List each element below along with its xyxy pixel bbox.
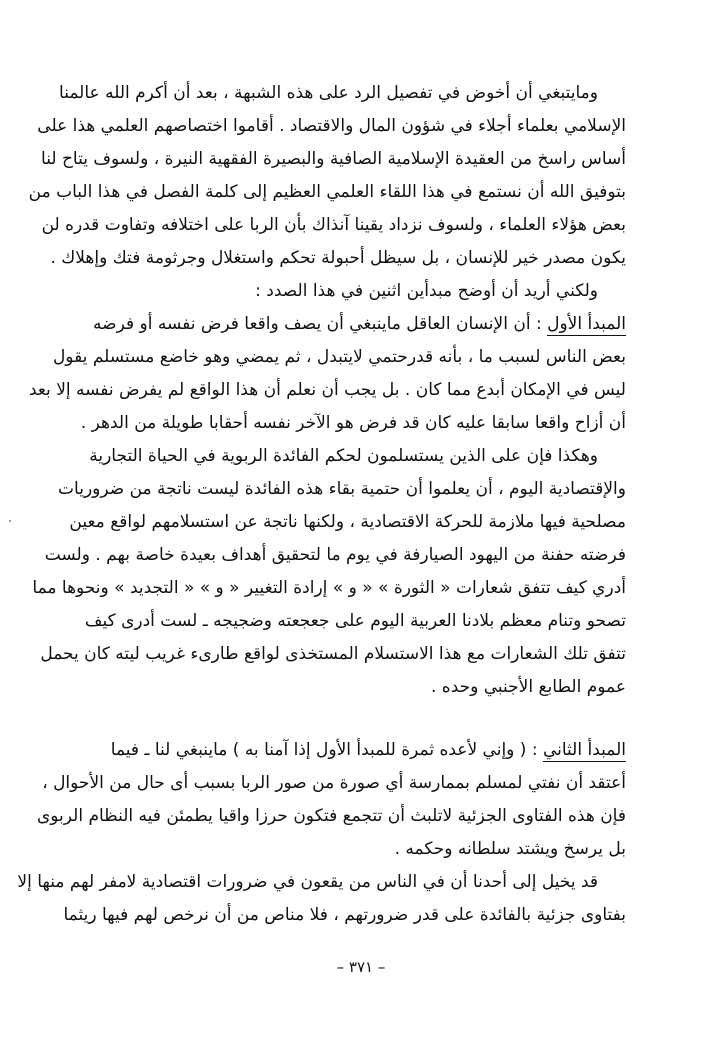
text-line: أدري كيف تتفق شعارات « الثورة » « و » إرادة التغيير « و » « التجديد » ونحوها مما bbox=[32, 578, 626, 598]
text-line: ومايتبغي أن أخوض في تفصيل الرد على هذه الشبهة ، بعد أن أكرم الله عالمنا bbox=[59, 83, 598, 103]
principle-two-first-line bbox=[100, 735, 626, 765]
text-line: أساس راسخ من العقيدة الإسلامية الصافية والبصيرة الفقهية النيرة ، ولسوف يتاح لنا bbox=[41, 149, 626, 169]
scan-speck bbox=[9, 520, 11, 522]
text-line: : ( وإني لأعده ثمرة للمبدأ الأول إذا آمنا به ) ماينبغي لنا ـ فيما bbox=[110, 740, 538, 760]
page-number: – ٣٧١ – bbox=[336, 958, 386, 976]
text-line: فإن هذه الفتاوى الجزئية لاتلبث أن تتجمع فتكون حرزا واقيا يطمئن فيه النظام الربوى bbox=[36, 806, 626, 826]
text-line: تتفق تلك الشعارات مع هذا الاستسلام المستخذى لواقع طارىء غريب ليته كان يحمل bbox=[40, 644, 626, 664]
text-line: أن أزاح واقعا سابقا عليه كان قد فرض هو الآخر نفسه أحقابا طويلة من الدهر . bbox=[80, 413, 626, 433]
text-line: تصحو وتنام معظم بلادنا العربية اليوم على جعجعته وضجيجه ـ لست أدرى كيف bbox=[84, 611, 626, 631]
text-line: بل يرسخ ويشتد سلطانه وحكمه . bbox=[394, 839, 626, 859]
text-line: أعتقد أن نفتي لمسلم بممارسة أي صورة من صور الربا بسبب أى حال من الأحوال ، bbox=[42, 773, 626, 793]
text-line: بفتاوى جزئية بالفائدة على قدر ضرورتهم ، فلا مناص من أن نرخص لهم فيها ريثما bbox=[63, 905, 626, 925]
text-line: مصلحية فيها ملازمة للحركة الاقتصادية ، ولكنها ناتجة عن استسلامهم لواقع معين bbox=[69, 512, 626, 532]
text-line: الإسلامي بعلماء أجلاء في شؤون المال والاقتصاد . أقاموا اختصاصهم العلمي هذا على bbox=[37, 116, 626, 136]
text-line: قد يخيل إلى أحدنا أن في الناس من يقعون في ضرورات اقتصادية لامفر لهم منها إلا bbox=[17, 872, 598, 892]
principle-one-first-line bbox=[93, 309, 626, 339]
text-line: ولكني أريد أن أوضح مبدأين اثنين في هذا الصدد : bbox=[255, 281, 598, 301]
text-line: فرضته حفنة من اليهود الصيارفة في يوم ما لتحقيق أهداف بعيدة خاصة بهم . ولست bbox=[44, 545, 626, 565]
principle-one-heading: المبدأ الأول bbox=[547, 314, 626, 334]
text-line: والإقتصادية اليوم ، أن يعلموا أن حتمية بقاء هذه الفائدة ليست ناتجة من ضروريات bbox=[58, 479, 626, 499]
text-line: بعض هؤلاء العلماء ، ولسوف نزداد يقينا آنذاك بأن الربا على اختلافه وتفاوت قدره لن bbox=[41, 215, 626, 235]
text-line: عموم الطابع الأجنبي وحده . bbox=[430, 677, 626, 697]
text-line: بعض الناس لسبب ما ، بأنه قدرحتمي لايتبدل ، ثم يمضي وهو خاضع مستسلم يقول bbox=[52, 347, 626, 367]
text-line: يكون مصدر خير للإنسان ، بل سيظل أحبولة تحكم واستغلال وجرثومة فتك وإهلاك . bbox=[50, 248, 626, 268]
principle-two-heading: المبدأ الثاني bbox=[542, 740, 626, 760]
text-line: ليس في الإمكان أبدع مما كان . بل يجب أن نعلم أن هذا الواقع لم يفرض نفسه إلا بعد bbox=[28, 380, 626, 400]
text-line: بتوفيق الله أن نستمع في هذا اللقاء العلمي العظيم إلى كلمة الفصل في هذا الباب من bbox=[28, 182, 626, 202]
text-line: وهكذا فإن على الذين يستسلمون لحكم الفائدة الربوية في الحياة التجارية bbox=[89, 446, 598, 466]
text-line: : أن الإنسان العاقل ماينبغي أن يصف واقعا فرض نفسه أو فرضه bbox=[93, 314, 542, 334]
